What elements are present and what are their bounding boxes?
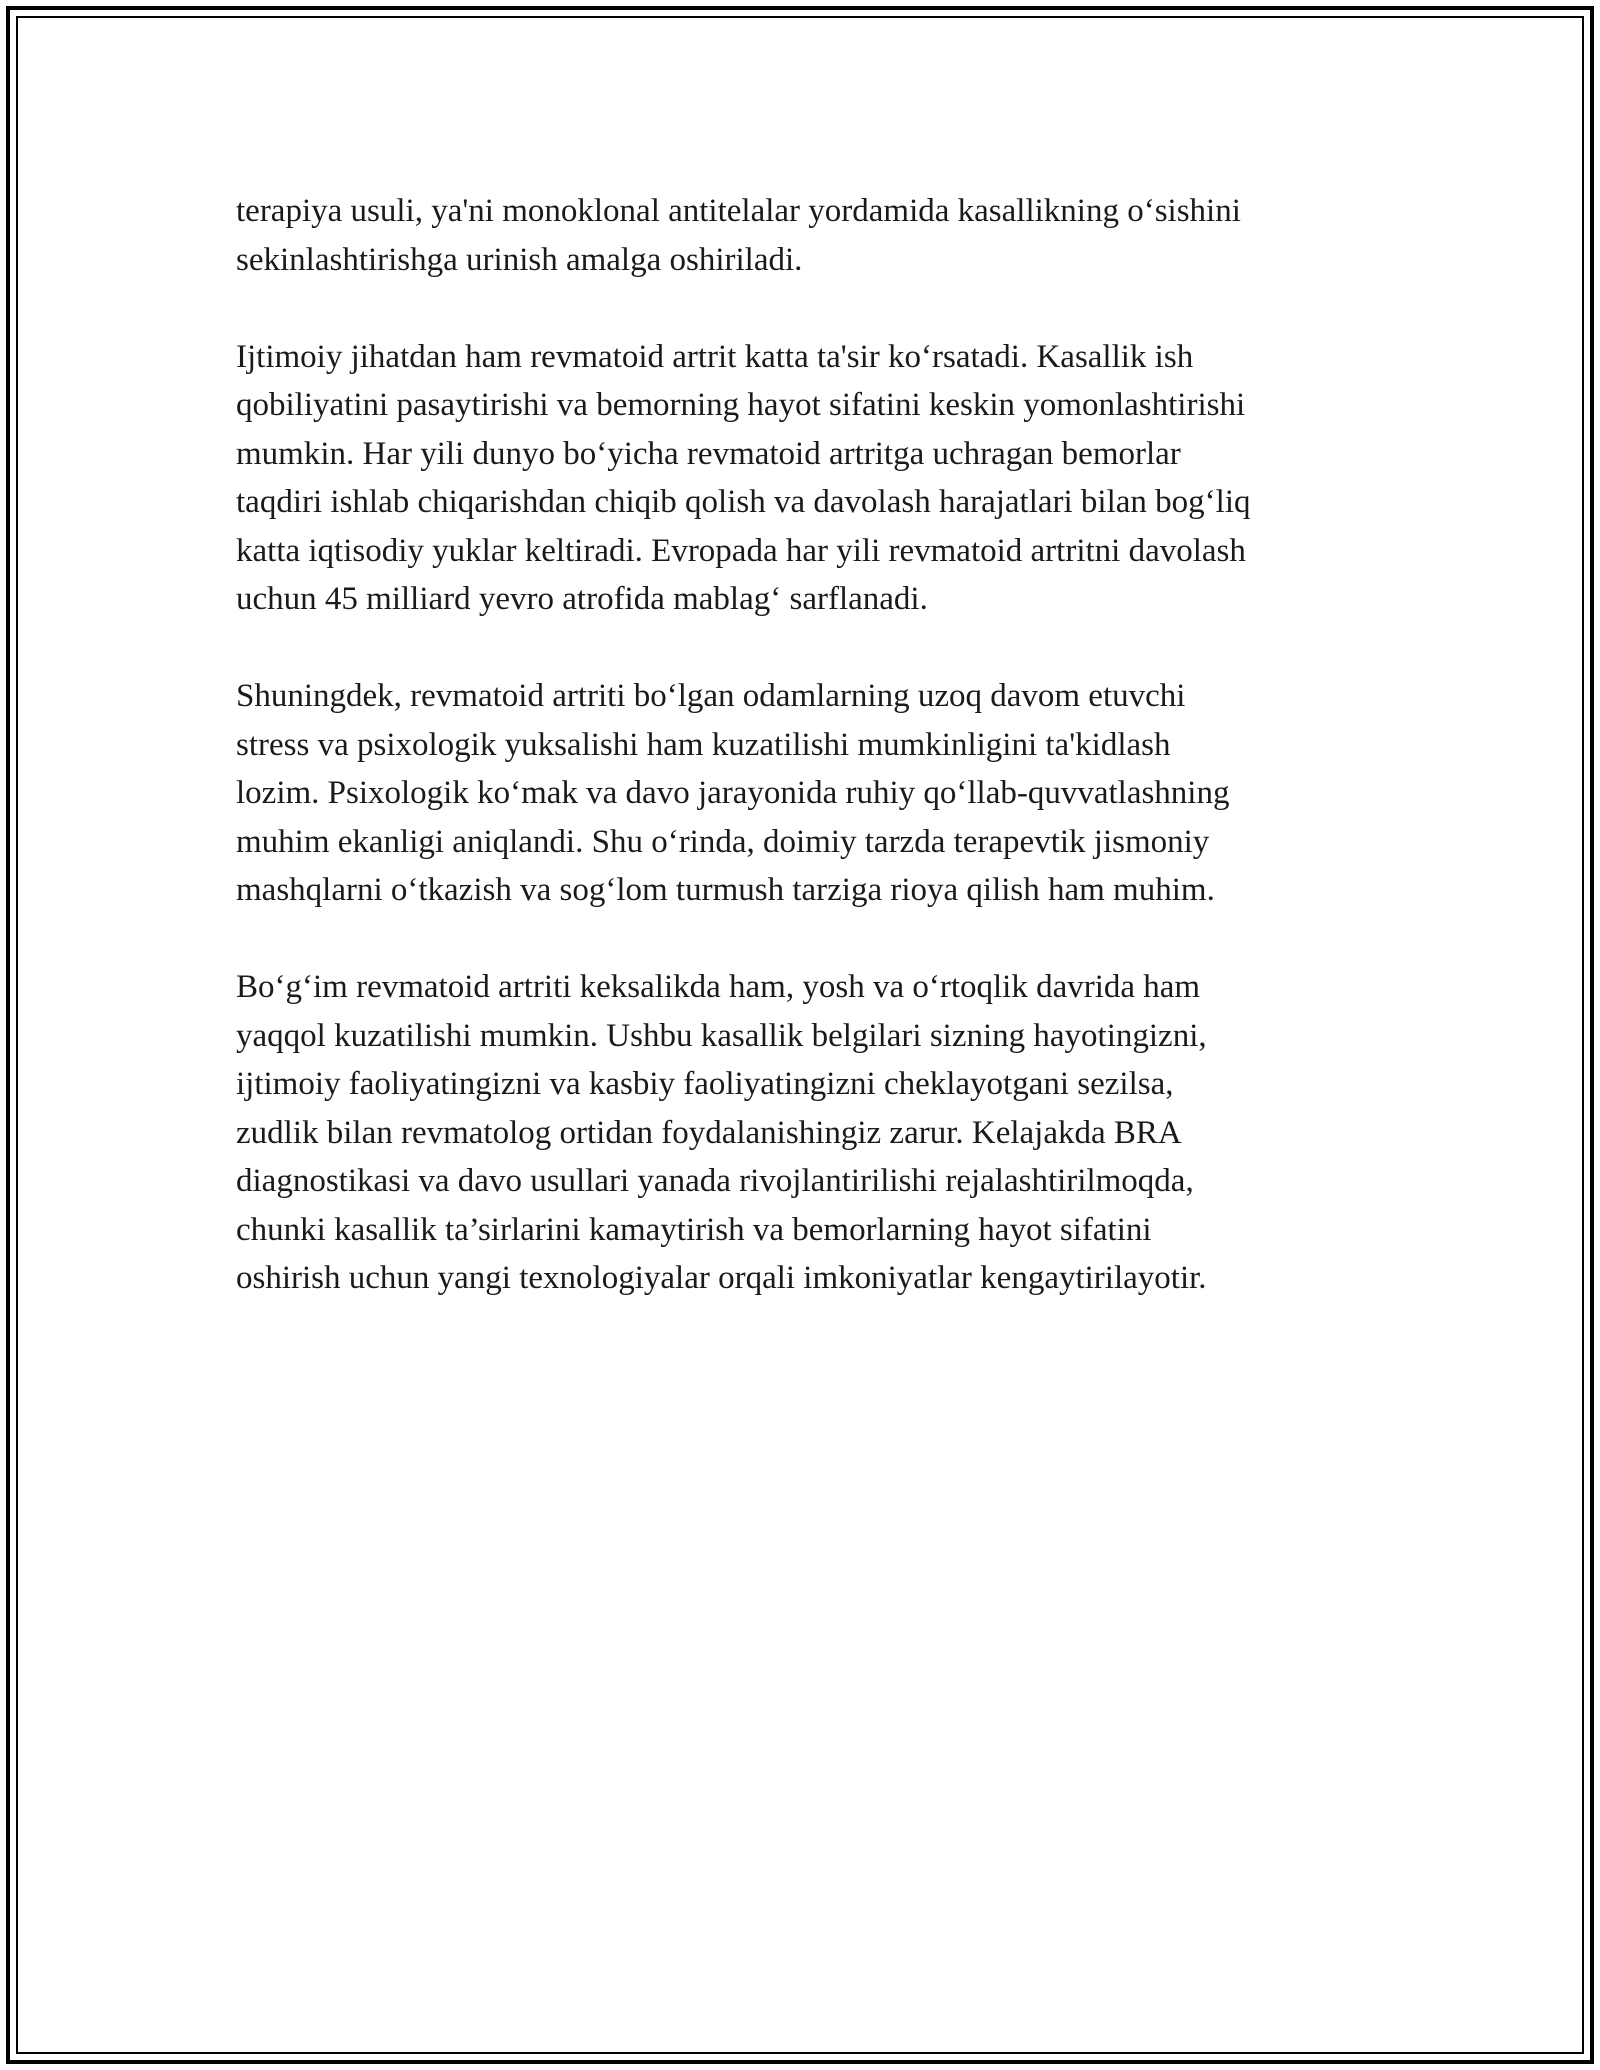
text-line: Shuningdek, revmatoid artriti bo‘lgan odamlarning uzoq davom etuvchi xyxy=(236,678,1186,714)
text-line: taqdiri ishlab chiqarishdan chiqib qolish va davolash harajatlari bilan bog‘liq xyxy=(236,484,1251,520)
text-line: oshirish uchun yangi texnologiyalar orqali imkoniyatlar kengaytirilayotir. xyxy=(236,1260,1207,1296)
text-line: uchun 45 milliard yevro atrofida mablag‘ sarflanadi. xyxy=(236,581,928,617)
paragraph-3 xyxy=(236,672,1386,915)
text-line: Ijtimoiy jihatdan ham revmatoid artrit katta ta'sir ko‘rsatadi. Kasallik ish xyxy=(236,338,1194,375)
text-line: katta iqtisodiy yuklar keltiradi. Evropada har yili revmatoid artritni davolash xyxy=(236,532,1246,569)
text-line: muhim ekanligi aniqlandi. Shu o‘rinda, doimiy tarzda terapevtik jismoniy xyxy=(236,823,1210,860)
text-line: Bo‘g‘im revmatoid artriti keksalikda ham, yosh va o‘rtoqlik davrida ham xyxy=(236,969,1201,1005)
text-line: yaqqol kuzatilishi mumkin. Ushbu kasallik belgilari sizning hayotingizni, xyxy=(236,1017,1207,1054)
text-line: terapiya usuli, ya'ni monoklonal antitelalar yordamida kasallikning o‘sishini xyxy=(236,193,1241,229)
text-line: stress va psixologik yuksalishi ham kuzatilishi mumkinligini ta'kidlash xyxy=(236,726,1171,763)
paragraph-2 xyxy=(236,333,1386,624)
text-line: mashqlarni o‘tkazish va sog‘lom turmush tarziga rioya qilish ham muhim. xyxy=(236,872,1215,908)
document-body xyxy=(236,187,1386,1351)
text-line: lozim. Psixologik ko‘mak va davo jarayonida ruhiy qo‘llab-quvvatlashning xyxy=(236,775,1230,811)
text-line: sekinlashtirishga urinish amalga oshiriladi. xyxy=(236,241,803,278)
text-line: zudlik bilan revmatolog ortidan foydalanishingiz zarur. Kelajakda BRA xyxy=(236,1114,1182,1151)
paragraph-1 xyxy=(236,187,1386,284)
text-line: qobiliyatini pasaytirishi va bemorning hayot sifatini keskin yomonlashtirishi xyxy=(236,387,1246,423)
paragraph-4 xyxy=(236,963,1386,1303)
text-line: ijtimoiy faoliyatingizni va kasbiy faoliyatingizni cheklayotgani sezilsa, xyxy=(236,1066,1174,1102)
text-line: chunki kasallik ta’sirlarini kamaytirish va bemorlarning hayot sifatini xyxy=(236,1211,1152,1248)
text-line: mumkin. Har yili dunyo bo‘yicha revmatoid artritga uchragan bemorlar xyxy=(236,435,1181,472)
text-line: diagnostikasi va davo usullari yanada rivojlantirilishi rejalashtirilmoqda, xyxy=(236,1163,1194,1199)
